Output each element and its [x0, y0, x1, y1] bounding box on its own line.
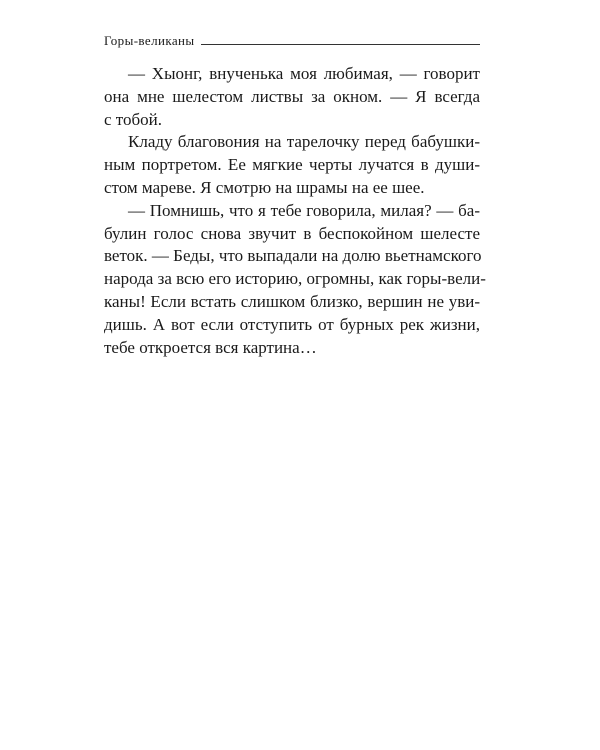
text-line: дишь. А вот если отступить от бурных рек жизни,: [104, 314, 480, 334]
running-head-rule: [201, 44, 481, 45]
text-line: Кладу благовония на тарелочку перед бабушки-: [128, 132, 480, 152]
text-line: каны! Если встать слишком близко, вершин не уви-: [104, 291, 480, 311]
paragraph-1: [104, 63, 480, 131]
text-line: ным портретом. Ее мягкие черты лучатся в души-: [104, 155, 480, 175]
text-line: тебе откроется вся картина…: [104, 337, 317, 357]
text-line: она мне шелестом листвы за окном. — Я всегда: [104, 86, 480, 106]
page-body: [104, 63, 486, 359]
text-line: — Помнишь, что я тебе говорила, милая? — ба-: [128, 200, 480, 220]
running-head: [104, 30, 480, 48]
text-line: стом мареве. Я смотрю на шрамы на ее шее.: [104, 177, 425, 197]
text-line: народа за всю его историю, огромны, как горы-вели-: [104, 269, 486, 289]
paragraph-2: [104, 131, 480, 199]
paragraph-3: [104, 200, 486, 360]
text-line: веток. — Беды, что выпадали на долю вьетнамского: [104, 246, 482, 266]
text-line: — Хыонг, внученька моя любимая, — говорит: [128, 64, 480, 83]
text-line: булин голос снова звучит в беспокойном шелесте: [104, 223, 480, 243]
text-line: с тобой.: [104, 109, 162, 129]
running-head-title: Горы-великаны: [104, 33, 195, 48]
